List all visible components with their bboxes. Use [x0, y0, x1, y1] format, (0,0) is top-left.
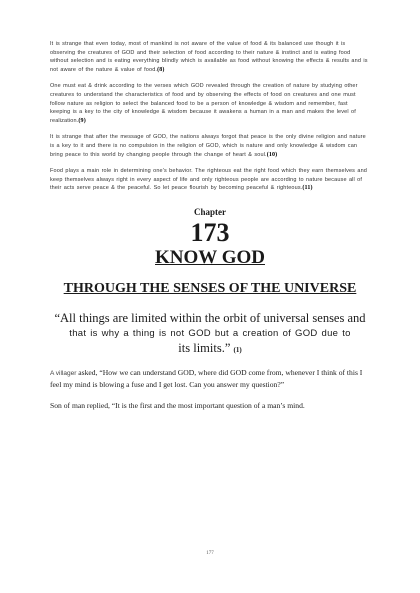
- chapter-subtitle: THROUGH THE SENSES OF THE UNIVERSE: [63, 280, 357, 296]
- verse-ref: (8): [157, 66, 165, 73]
- page-content: [50, 40, 370, 411]
- paragraph-text: It is strange that after the message of GOD, the nations always forgot that peace is the only divine religion and nature is a key to it and there is no compulsion in the religion of GOD, which is nature and only knowledge & wisdom can bring peace to this world by changing people through the change of heart & soul.: [50, 134, 366, 158]
- dialogue-text: asked, “How we can understand GOD, where did GOD come from, whenever I think of this I feel my mind is blowing a fuse and I get lost. Can you answer my question?”: [50, 367, 363, 389]
- dialogue-text: Son of man replied, “It is the first and the most important question of a man’s mind.: [50, 400, 305, 410]
- speaker-label: A villager: [50, 369, 77, 377]
- chapter-label: Chapter: [194, 206, 226, 217]
- son-of-man-reply: [50, 400, 370, 411]
- paragraph-text: It is strange that even today, most of mankind is not aware of the value of food & its balanced use though it is observing the creatures of GOD and their selection of food according to their nature & instinct and is eating food without selection and is eating everything blindly which is available as food without knowing the effects & results and is not aware of the nature & value of food.: [50, 41, 368, 73]
- chapter-number: 173: [190, 217, 230, 247]
- paragraph-11: [50, 167, 370, 193]
- quote-ref: (1): [233, 345, 242, 354]
- quote-line-1: “All things are limited within the orbit of universal senses and: [54, 310, 366, 325]
- paragraph-text: One must eat & drink according to the verses which GOD revealed through the creation of nature by studying other creatures to understand the characteristics of food and by observing the effects of food on creatures and one must follow nature as religion to select the balanced food to be a person of knowledge & wisdom and remember, fast keeping is a key to the city of knowledge & wisdom because it awakens a human in a man and makes the level of realization.: [50, 83, 358, 124]
- villager-question: [50, 367, 370, 390]
- paragraph-text: Food plays a main role in determining one's behavior. The righteous eat the right food which they earn themselves and keep themselves always right in every aspect of life and only righteous people are according to nature because all of their acts serve peace & the peaceful. So let peace flourish by becoming peaceful & righteous.: [50, 168, 367, 192]
- page-number: 177: [206, 551, 214, 556]
- paragraph-9: [50, 82, 370, 125]
- verse-ref: (11): [302, 185, 313, 192]
- quote-line-3: its limits.”: [178, 340, 231, 355]
- paragraph-8: [50, 40, 370, 74]
- paragraph-10: [50, 133, 370, 159]
- chapter-title: KNOW GOD: [155, 246, 265, 268]
- quote-line-2: that is why a thing is not GOD but a creation of GOD due to: [69, 327, 351, 339]
- opening-quote: [50, 311, 370, 357]
- verse-ref: (10): [266, 151, 278, 158]
- verse-ref: (9): [78, 117, 86, 124]
